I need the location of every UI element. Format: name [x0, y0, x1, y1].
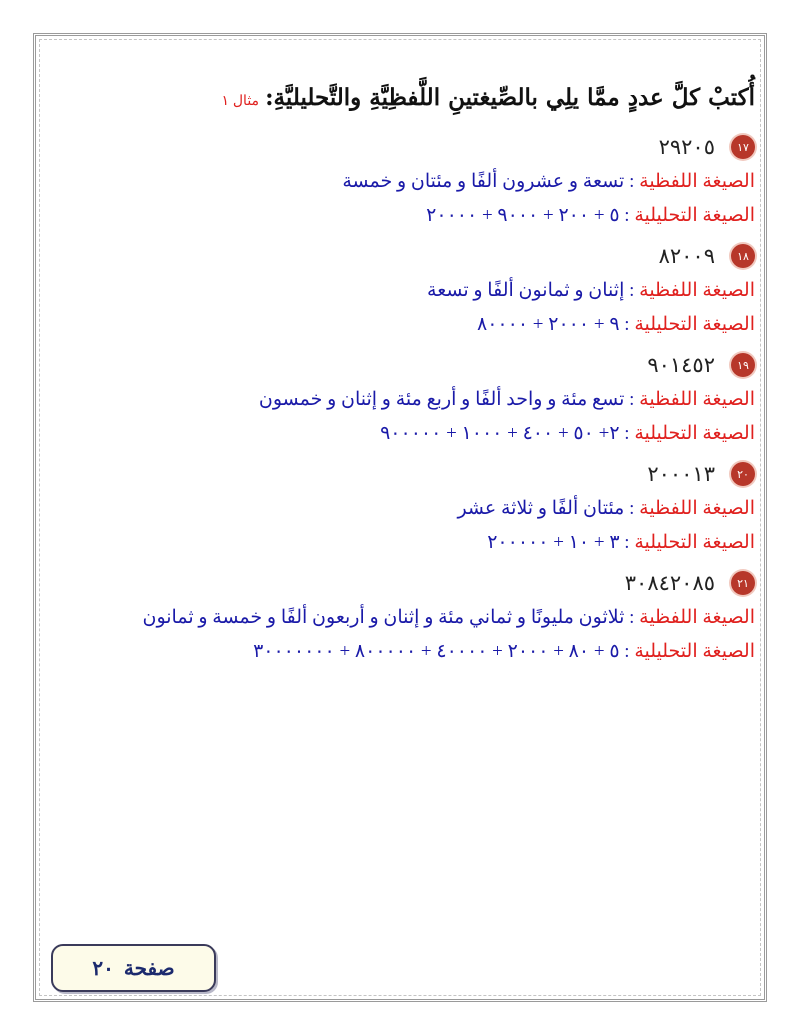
verbal-form-label: الصيغة اللفظية	[639, 171, 755, 192]
page-number: ٢٠	[92, 956, 114, 980]
exercise-number: ٣٠٨٤٢٠٨٥	[624, 571, 715, 595]
verbal-form-label: الصيغة اللفظية	[639, 389, 755, 410]
verbal-form-value: إثنان و ثمانون ألفًا و تسعة	[427, 280, 625, 301]
exercise-number-badge: ٢٠	[731, 462, 755, 486]
exercise	[70, 565, 755, 669]
separator: :	[624, 423, 630, 444]
exercise-number-badge: ١٨	[731, 244, 755, 268]
exercise-number-badge: ١٧	[731, 135, 755, 159]
verbal-form-line	[70, 492, 755, 526]
verbal-form-line	[70, 601, 755, 635]
verbal-form-label: الصيغة اللفظية	[639, 498, 755, 519]
instruction-row	[70, 84, 755, 111]
exercise-header	[70, 238, 755, 274]
exercise-number: ٢٩٢٠٥	[658, 135, 715, 159]
analytic-form-line	[70, 308, 755, 342]
verbal-form-label: الصيغة اللفظية	[639, 280, 755, 301]
separator: :	[624, 532, 630, 553]
verbal-form-value: مئتان ألفًا و ثلاثة عشر	[457, 498, 625, 519]
separator: :	[629, 280, 635, 301]
verbal-form-line	[70, 165, 755, 199]
page-label: صفحة	[123, 956, 175, 980]
exercise	[70, 456, 755, 560]
example-reference: مثال ١	[221, 92, 260, 108]
exercise-header	[70, 456, 755, 492]
analytic-form-label: الصيغة التحليلية	[634, 641, 755, 662]
exercise-number: ٨٢٠٠٩	[658, 244, 715, 268]
analytic-form-line	[70, 199, 755, 233]
verbal-form-value: ثلاثون مليونًا و ثماني مئة و إثنان و أربعون ألفًا و خمسة و ثمانون	[142, 607, 625, 628]
separator: :	[624, 314, 630, 335]
exercise	[70, 129, 755, 233]
verbal-form-value: تسعة و عشرون ألفًا و مئتان و خمسة	[342, 171, 625, 192]
exercise-header	[70, 129, 755, 165]
separator: :	[629, 498, 635, 519]
analytic-form-value: ٣ + ١٠ + ٢٠٠٠٠٠	[487, 532, 620, 553]
analytic-form-value: ٩ + ٢٠٠٠ + ٨٠٠٠٠	[477, 314, 620, 335]
verbal-form-label: الصيغة اللفظية	[639, 607, 755, 628]
exercise-number: ٢٠٠٠١٣	[647, 462, 715, 486]
analytic-form-label: الصيغة التحليلية	[634, 532, 755, 553]
exercise-header	[70, 347, 755, 383]
analytic-form-value: ٢+ ٥٠ + ٤٠٠ + ١٠٠٠ + ٩٠٠٠٠٠	[380, 423, 620, 444]
exercise-number-badge: ١٩	[731, 353, 755, 377]
page-number-box	[51, 944, 216, 992]
instruction-title: أُكتبْ كلَّ عددٍ ممَّا يلِي بالصِّيغتينِ اللَّفظِيَّةِ والتَّحليليَّةِ:	[265, 84, 755, 111]
exercise	[70, 238, 755, 342]
analytic-form-line	[70, 417, 755, 451]
analytic-form-value: ٥ + ٨٠ + ٢٠٠٠ + ٤٠٠٠٠ + ٨٠٠٠٠٠ + ٣٠٠٠٠٠٠٠	[253, 641, 620, 662]
separator: :	[629, 171, 635, 192]
verbal-form-value: تسع مئة و واحد ألفًا و أربع مئة و إثنان و خمسون	[258, 389, 625, 410]
verbal-form-line	[70, 274, 755, 308]
separator: :	[629, 607, 635, 628]
analytic-form-value: ٥ + ٢٠٠ + ٩٠٠٠ + ٢٠٠٠٠	[426, 205, 620, 226]
separator: :	[629, 389, 635, 410]
exercise-header	[70, 565, 755, 601]
exercise	[70, 347, 755, 451]
analytic-form-line	[70, 635, 755, 669]
analytic-form-line	[70, 526, 755, 560]
exercise-number: ٩٠١٤٥٢	[647, 353, 715, 377]
separator: :	[624, 641, 630, 662]
worksheet	[70, 84, 755, 674]
verbal-form-line	[70, 383, 755, 417]
analytic-form-label: الصيغة التحليلية	[634, 205, 755, 226]
separator: :	[624, 205, 630, 226]
analytic-form-label: الصيغة التحليلية	[634, 423, 755, 444]
analytic-form-label: الصيغة التحليلية	[634, 314, 755, 335]
exercise-number-badge: ٢١	[731, 571, 755, 595]
